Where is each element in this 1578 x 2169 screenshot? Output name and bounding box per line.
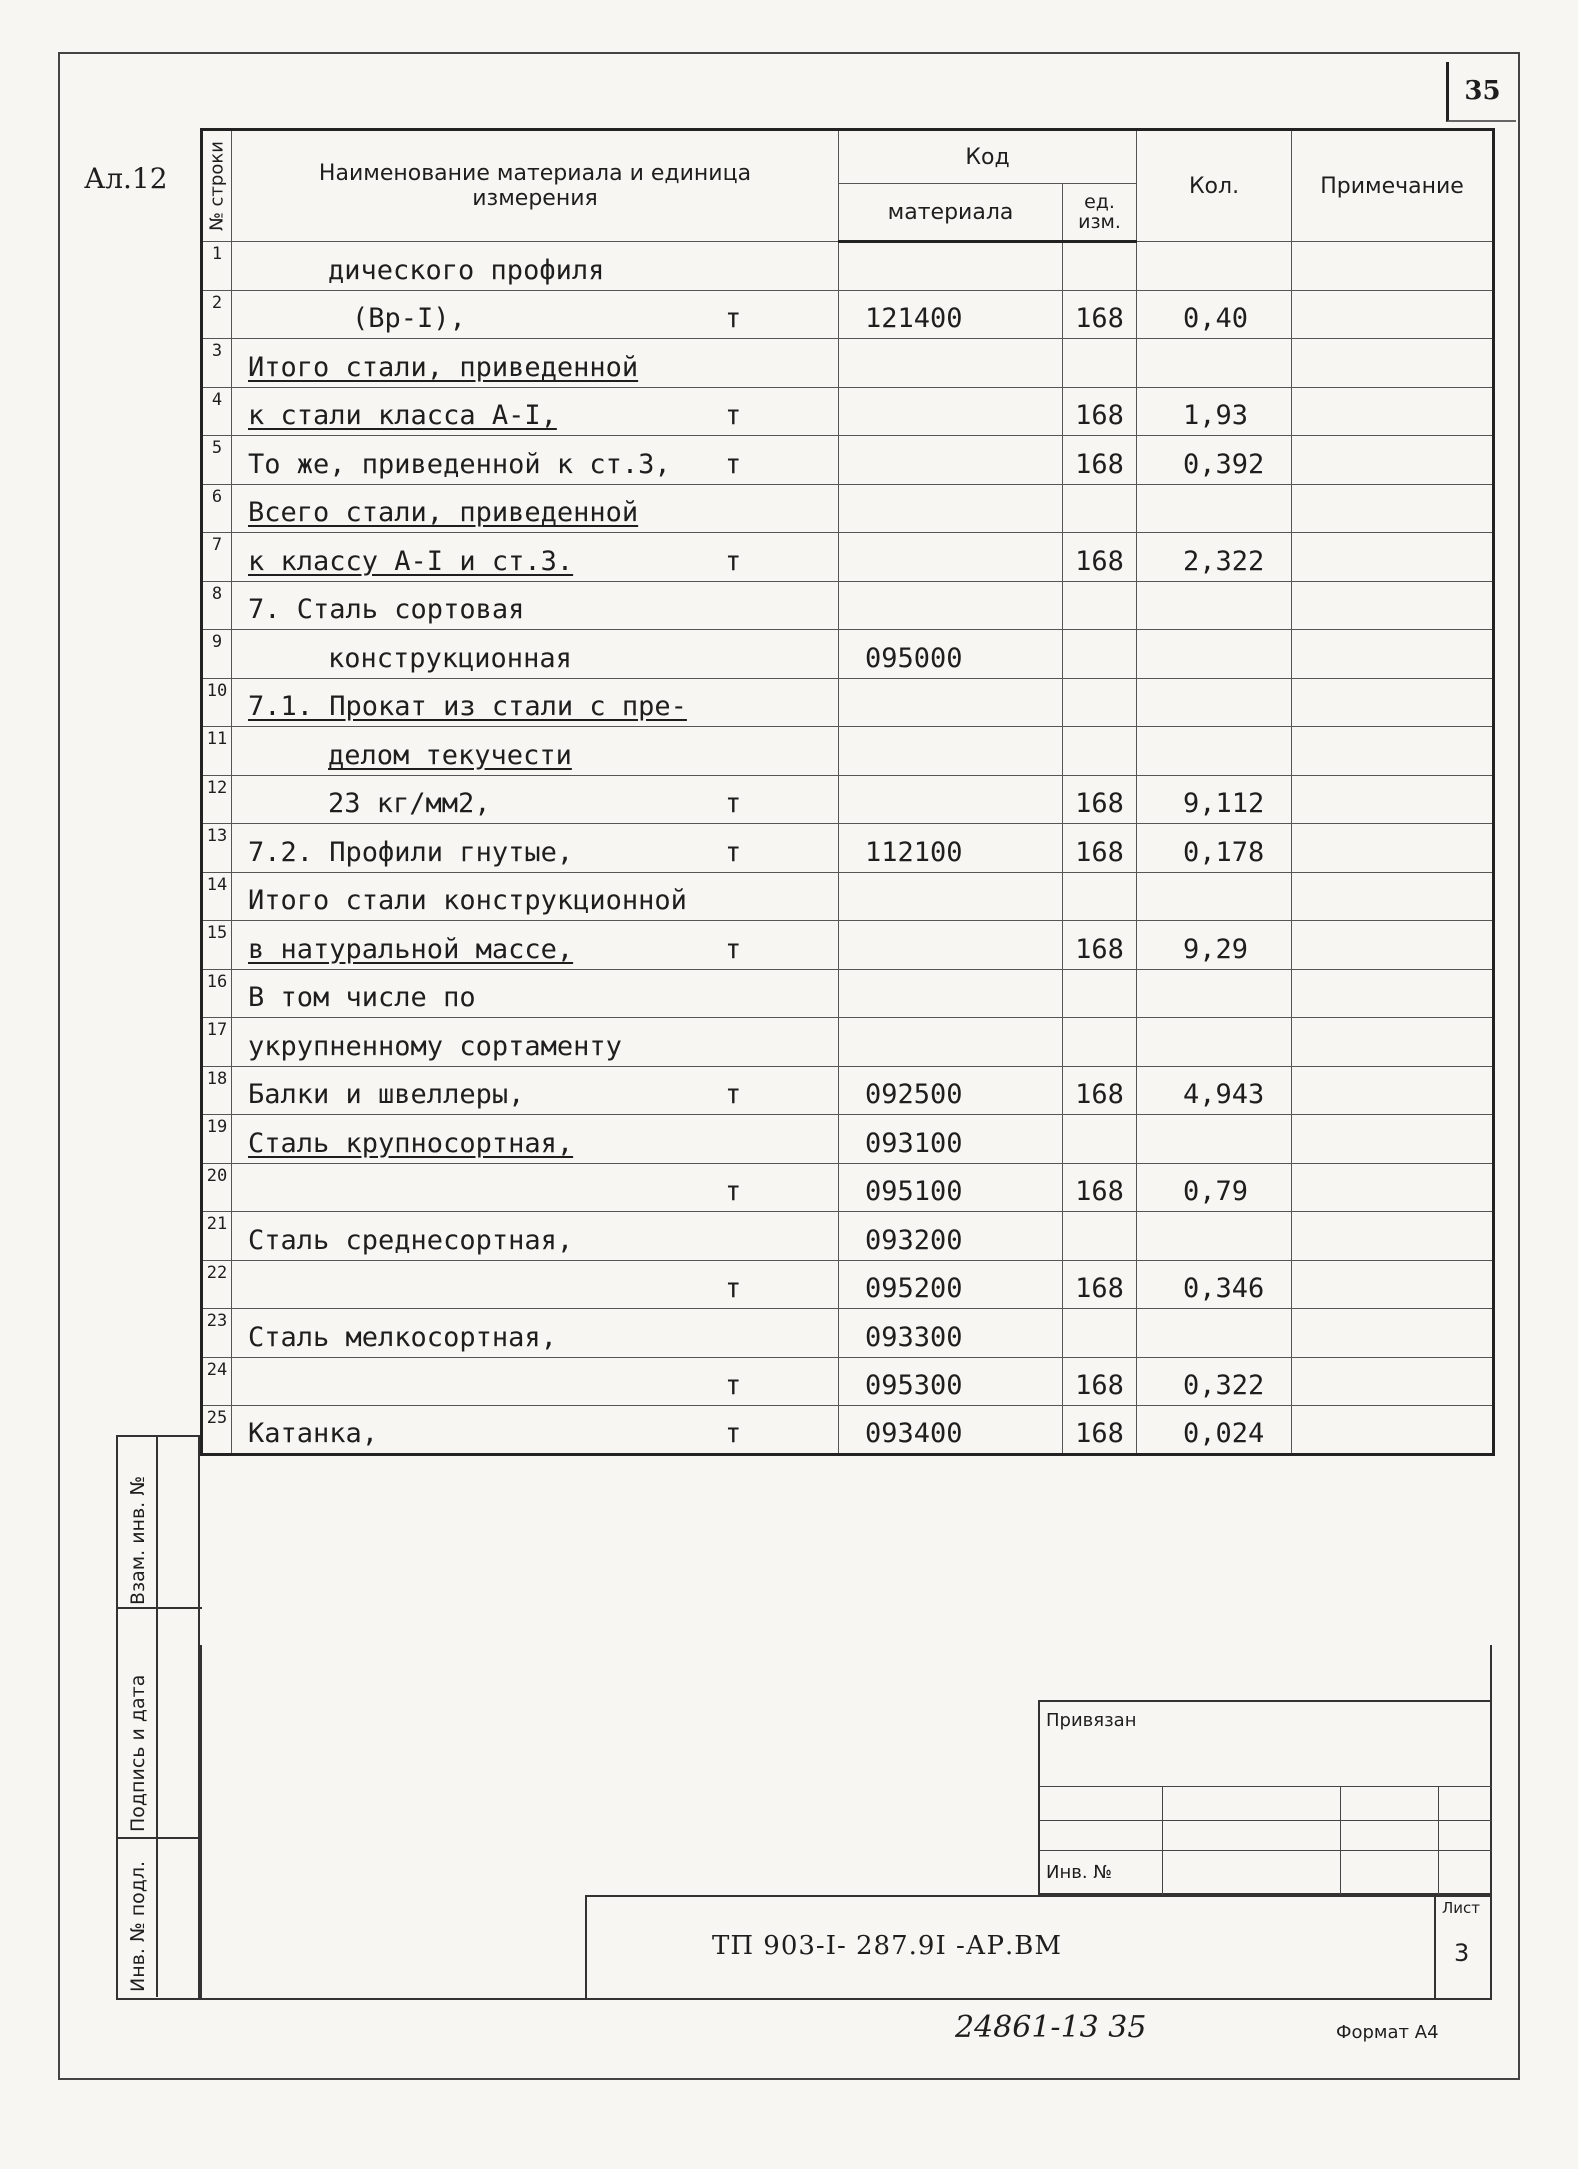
material-name: Сталь мелкосортная, bbox=[248, 1321, 557, 1353]
quantity bbox=[1137, 581, 1292, 630]
material-name-cell bbox=[232, 775, 839, 824]
material-code: 093300 bbox=[839, 1309, 1063, 1358]
quantity bbox=[1137, 872, 1292, 921]
material-code: 092500 bbox=[839, 1066, 1063, 1115]
unit-code: 168 bbox=[1063, 290, 1137, 339]
material-name-cell bbox=[232, 290, 839, 339]
row-number: 24 bbox=[202, 1357, 232, 1406]
material-name-cell bbox=[232, 1212, 839, 1261]
note bbox=[1292, 727, 1494, 776]
binding-stamp bbox=[1038, 1700, 1492, 1895]
quantity: 4,943 bbox=[1137, 1066, 1292, 1115]
row-number: 19 bbox=[202, 1115, 232, 1164]
material-name: делом текучести bbox=[328, 739, 572, 771]
material-name-cell bbox=[232, 1163, 839, 1212]
unit-code: 168 bbox=[1063, 1260, 1137, 1309]
quantity bbox=[1137, 1309, 1292, 1358]
material-code: 095300 bbox=[839, 1357, 1063, 1406]
header-code-material: материала bbox=[839, 184, 1063, 242]
row-number: 14 bbox=[202, 872, 232, 921]
material-name-cell bbox=[232, 484, 839, 533]
material-name: Итого стали, приведенной bbox=[248, 351, 639, 383]
material-name: 7.1. Прокат из стали с пре- bbox=[248, 691, 687, 722]
table-row bbox=[202, 727, 1494, 776]
row-number: 1 bbox=[202, 242, 232, 291]
material-name-cell bbox=[232, 436, 839, 485]
material-name: 7.2. Профили гнутые, bbox=[248, 836, 574, 868]
material-name-cell bbox=[232, 1260, 839, 1309]
note bbox=[1292, 1260, 1494, 1309]
quantity: 0,178 bbox=[1137, 824, 1292, 873]
quantity bbox=[1137, 484, 1292, 533]
material-code: 093200 bbox=[839, 1212, 1063, 1261]
unit-label: т bbox=[725, 303, 742, 334]
material-code: 095000 bbox=[839, 630, 1063, 679]
material-name: 7. Сталь сортовая bbox=[248, 594, 525, 625]
table-row bbox=[202, 969, 1494, 1018]
row-number: 10 bbox=[202, 678, 232, 727]
material-name-cell bbox=[232, 1018, 839, 1067]
header-code-unit: ед. изм. bbox=[1063, 184, 1137, 242]
header-quantity: Кол. bbox=[1137, 130, 1292, 242]
quantity bbox=[1137, 339, 1292, 388]
unit-label: т bbox=[725, 400, 742, 431]
note bbox=[1292, 824, 1494, 873]
row-number: 3 bbox=[202, 339, 232, 388]
quantity bbox=[1137, 727, 1292, 776]
table-row bbox=[202, 1115, 1494, 1164]
unit-code bbox=[1063, 339, 1137, 388]
unit-code: 168 bbox=[1063, 387, 1137, 436]
material-name-cell bbox=[232, 872, 839, 921]
material-name: То же, приведенной к ст.3, bbox=[248, 448, 671, 480]
quantity: 0,392 bbox=[1137, 436, 1292, 485]
row-number: 13 bbox=[202, 824, 232, 873]
material-name: Катанка, bbox=[248, 1417, 379, 1449]
note bbox=[1292, 1066, 1494, 1115]
quantity: 0,024 bbox=[1137, 1406, 1292, 1455]
row-number: 5 bbox=[202, 436, 232, 485]
material-code bbox=[839, 678, 1063, 727]
note bbox=[1292, 969, 1494, 1018]
material-code bbox=[839, 727, 1063, 776]
row-number: 23 bbox=[202, 1309, 232, 1358]
row-number: 16 bbox=[202, 969, 232, 1018]
row-number: 25 bbox=[202, 1406, 232, 1455]
unit-code: 168 bbox=[1063, 921, 1137, 970]
table-row bbox=[202, 1163, 1494, 1212]
row-number: 22 bbox=[202, 1260, 232, 1309]
material-name-cell bbox=[232, 921, 839, 970]
note bbox=[1292, 581, 1494, 630]
note bbox=[1292, 290, 1494, 339]
material-name: к классу А-I и ст.3. bbox=[248, 545, 574, 577]
table-row bbox=[202, 339, 1494, 388]
table-row bbox=[202, 436, 1494, 485]
material-code: 121400 bbox=[839, 290, 1063, 339]
stamp-inv-no: Инв. № bbox=[1046, 1862, 1113, 1883]
material-code: 093100 bbox=[839, 1115, 1063, 1164]
material-name: Сталь среднесортная, bbox=[248, 1224, 574, 1256]
material-name: В том числе по bbox=[248, 982, 476, 1013]
material-code bbox=[839, 921, 1063, 970]
material-code bbox=[839, 1018, 1063, 1067]
row-number: 20 bbox=[202, 1163, 232, 1212]
unit-code: 168 bbox=[1063, 775, 1137, 824]
material-code: 095200 bbox=[839, 1260, 1063, 1309]
material-name-cell bbox=[232, 1406, 839, 1455]
header-row-number: № строки bbox=[202, 130, 232, 242]
material-name-cell bbox=[232, 678, 839, 727]
material-name-cell bbox=[232, 387, 839, 436]
unit-code bbox=[1063, 1018, 1137, 1067]
material-name: Всего стали, приведенной bbox=[248, 497, 639, 528]
unit-label: т bbox=[725, 448, 742, 480]
unit-label: т bbox=[725, 1370, 742, 1401]
note bbox=[1292, 630, 1494, 679]
table-row bbox=[202, 533, 1494, 582]
material-name: Балки и швеллеры, bbox=[248, 1079, 525, 1110]
side-strip bbox=[116, 1435, 200, 2000]
note bbox=[1292, 1406, 1494, 1455]
note bbox=[1292, 1212, 1494, 1261]
album-label: Ал.12 bbox=[84, 162, 168, 195]
material-name-cell bbox=[232, 533, 839, 582]
row-number: 11 bbox=[202, 727, 232, 776]
material-code bbox=[839, 872, 1063, 921]
material-code bbox=[839, 387, 1063, 436]
side-label-podpis: Подпись и дата bbox=[127, 1674, 149, 1832]
row-number: 2 bbox=[202, 290, 232, 339]
row-number: 8 bbox=[202, 581, 232, 630]
material-name-cell bbox=[232, 1357, 839, 1406]
table-row bbox=[202, 630, 1494, 679]
unit-code bbox=[1063, 1309, 1137, 1358]
side-label-inv-podl: Инв. № подл. bbox=[127, 1860, 149, 1992]
format-label: Формат А4 bbox=[1336, 2022, 1439, 2043]
sheet-label: Лист bbox=[1442, 1899, 1481, 1917]
quantity bbox=[1137, 678, 1292, 727]
material-code bbox=[839, 581, 1063, 630]
quantity: 0,40 bbox=[1137, 290, 1292, 339]
page-number: 35 bbox=[1446, 62, 1516, 122]
unit-code bbox=[1063, 969, 1137, 1018]
row-number: 4 bbox=[202, 387, 232, 436]
unit-label: т bbox=[725, 836, 742, 868]
material-code bbox=[839, 484, 1063, 533]
material-name-cell bbox=[232, 1309, 839, 1358]
header-note: Примечание bbox=[1292, 130, 1494, 242]
material-name: укрупненному сортаменту bbox=[248, 1030, 622, 1062]
materials-table bbox=[200, 128, 1495, 1456]
header-code: Код bbox=[839, 130, 1137, 184]
table-row bbox=[202, 387, 1494, 436]
material-code bbox=[839, 775, 1063, 824]
table-row bbox=[202, 872, 1494, 921]
row-number: 17 bbox=[202, 1018, 232, 1067]
row-number: 6 bbox=[202, 484, 232, 533]
material-name: к стали класса А-I, bbox=[248, 400, 557, 431]
material-code bbox=[839, 436, 1063, 485]
row-number: 15 bbox=[202, 921, 232, 970]
material-name: конструкционная bbox=[328, 642, 572, 674]
material-code bbox=[839, 242, 1063, 291]
table-row bbox=[202, 1066, 1494, 1115]
table-row bbox=[202, 1357, 1494, 1406]
unit-code: 168 bbox=[1063, 824, 1137, 873]
material-name-cell bbox=[232, 339, 839, 388]
unit-code: 168 bbox=[1063, 1406, 1137, 1455]
row-number: 21 bbox=[202, 1212, 232, 1261]
sheet-cell bbox=[1434, 1897, 1492, 2000]
unit-code bbox=[1063, 581, 1137, 630]
material-name-cell bbox=[232, 1066, 839, 1115]
quantity: 0,346 bbox=[1137, 1260, 1292, 1309]
material-name-cell bbox=[232, 969, 839, 1018]
quantity bbox=[1137, 969, 1292, 1018]
row-number: 7 bbox=[202, 533, 232, 582]
row-number: 18 bbox=[202, 1066, 232, 1115]
quantity: 0,322 bbox=[1137, 1357, 1292, 1406]
unit-label: т bbox=[725, 545, 742, 577]
quantity bbox=[1137, 1115, 1292, 1164]
note bbox=[1292, 1115, 1494, 1164]
unit-label: т bbox=[725, 788, 742, 819]
material-name: Сталь крупносортная, bbox=[248, 1127, 574, 1159]
stamp-privyazan: Привязан bbox=[1046, 1710, 1137, 1731]
table-row bbox=[202, 1212, 1494, 1261]
note bbox=[1292, 678, 1494, 727]
table-row bbox=[202, 1406, 1494, 1455]
quantity: 2,322 bbox=[1137, 533, 1292, 582]
note bbox=[1292, 1018, 1494, 1067]
material-name-cell bbox=[232, 242, 839, 291]
unit-code: 168 bbox=[1063, 436, 1137, 485]
unit-label: т bbox=[725, 1273, 742, 1304]
material-name-cell bbox=[232, 824, 839, 873]
table-row bbox=[202, 921, 1494, 970]
table-row bbox=[202, 1260, 1494, 1309]
quantity: 9,29 bbox=[1137, 921, 1292, 970]
material-name-cell bbox=[232, 727, 839, 776]
material-name-cell bbox=[232, 630, 839, 679]
unit-code: 168 bbox=[1063, 533, 1137, 582]
row-number: 12 bbox=[202, 775, 232, 824]
table-row bbox=[202, 1018, 1494, 1067]
archive-number: 24861-13 35 bbox=[955, 2010, 1147, 2045]
note bbox=[1292, 1163, 1494, 1212]
note bbox=[1292, 1309, 1494, 1358]
note bbox=[1292, 339, 1494, 388]
note bbox=[1292, 775, 1494, 824]
quantity bbox=[1137, 1212, 1292, 1261]
material-code bbox=[839, 969, 1063, 1018]
sheet-number: 3 bbox=[1454, 1939, 1470, 1967]
material-code: 095100 bbox=[839, 1163, 1063, 1212]
quantity bbox=[1137, 630, 1292, 679]
material-name: (Вр-I), bbox=[352, 303, 466, 334]
material-code bbox=[839, 533, 1063, 582]
header-material-name: Наименование материала и единица измерения bbox=[232, 130, 839, 242]
title-block bbox=[585, 1895, 1492, 2000]
material-name-cell bbox=[232, 581, 839, 630]
material-name-cell bbox=[232, 1115, 839, 1164]
quantity bbox=[1137, 242, 1292, 291]
unit-code bbox=[1063, 727, 1137, 776]
quantity: 9,112 bbox=[1137, 775, 1292, 824]
material-name: 23 кг/мм2, bbox=[328, 788, 491, 819]
note bbox=[1292, 436, 1494, 485]
note bbox=[1292, 533, 1494, 582]
table-row bbox=[202, 678, 1494, 727]
table-row bbox=[202, 581, 1494, 630]
unit-label: т bbox=[725, 933, 742, 965]
material-code: 112100 bbox=[839, 824, 1063, 873]
document-designation: ТП 903-I- 287.9I -АР.ВМ bbox=[712, 1931, 1062, 1961]
unit-code: 168 bbox=[1063, 1163, 1137, 1212]
side-label-vzam: Взам. инв. № bbox=[127, 1475, 149, 1605]
quantity: 0,79 bbox=[1137, 1163, 1292, 1212]
table-row bbox=[202, 484, 1494, 533]
material-name: в натуральной массе, bbox=[248, 933, 574, 965]
table-row bbox=[202, 824, 1494, 873]
material-code bbox=[839, 339, 1063, 388]
row-number: 9 bbox=[202, 630, 232, 679]
table-row bbox=[202, 1309, 1494, 1358]
unit-code bbox=[1063, 872, 1137, 921]
unit-code bbox=[1063, 1115, 1137, 1164]
quantity bbox=[1137, 1018, 1292, 1067]
unit-code bbox=[1063, 242, 1137, 291]
note bbox=[1292, 872, 1494, 921]
unit-code bbox=[1063, 630, 1137, 679]
note bbox=[1292, 484, 1494, 533]
unit-code: 168 bbox=[1063, 1357, 1137, 1406]
table-row bbox=[202, 290, 1494, 339]
table-row bbox=[202, 775, 1494, 824]
material-name: дического профиля bbox=[328, 254, 605, 286]
unit-code bbox=[1063, 484, 1137, 533]
material-name: Итого стали конструкционной bbox=[248, 885, 687, 916]
unit-label: т bbox=[725, 1176, 742, 1207]
unit-label: т bbox=[725, 1417, 742, 1449]
table-row bbox=[202, 242, 1494, 291]
unit-code: 168 bbox=[1063, 1066, 1137, 1115]
note bbox=[1292, 921, 1494, 970]
unit-code bbox=[1063, 678, 1137, 727]
quantity: 1,93 bbox=[1137, 387, 1292, 436]
material-code: 093400 bbox=[839, 1406, 1063, 1455]
note bbox=[1292, 387, 1494, 436]
note bbox=[1292, 1357, 1494, 1406]
note bbox=[1292, 242, 1494, 291]
unit-label: т bbox=[725, 1079, 742, 1110]
unit-code bbox=[1063, 1212, 1137, 1261]
